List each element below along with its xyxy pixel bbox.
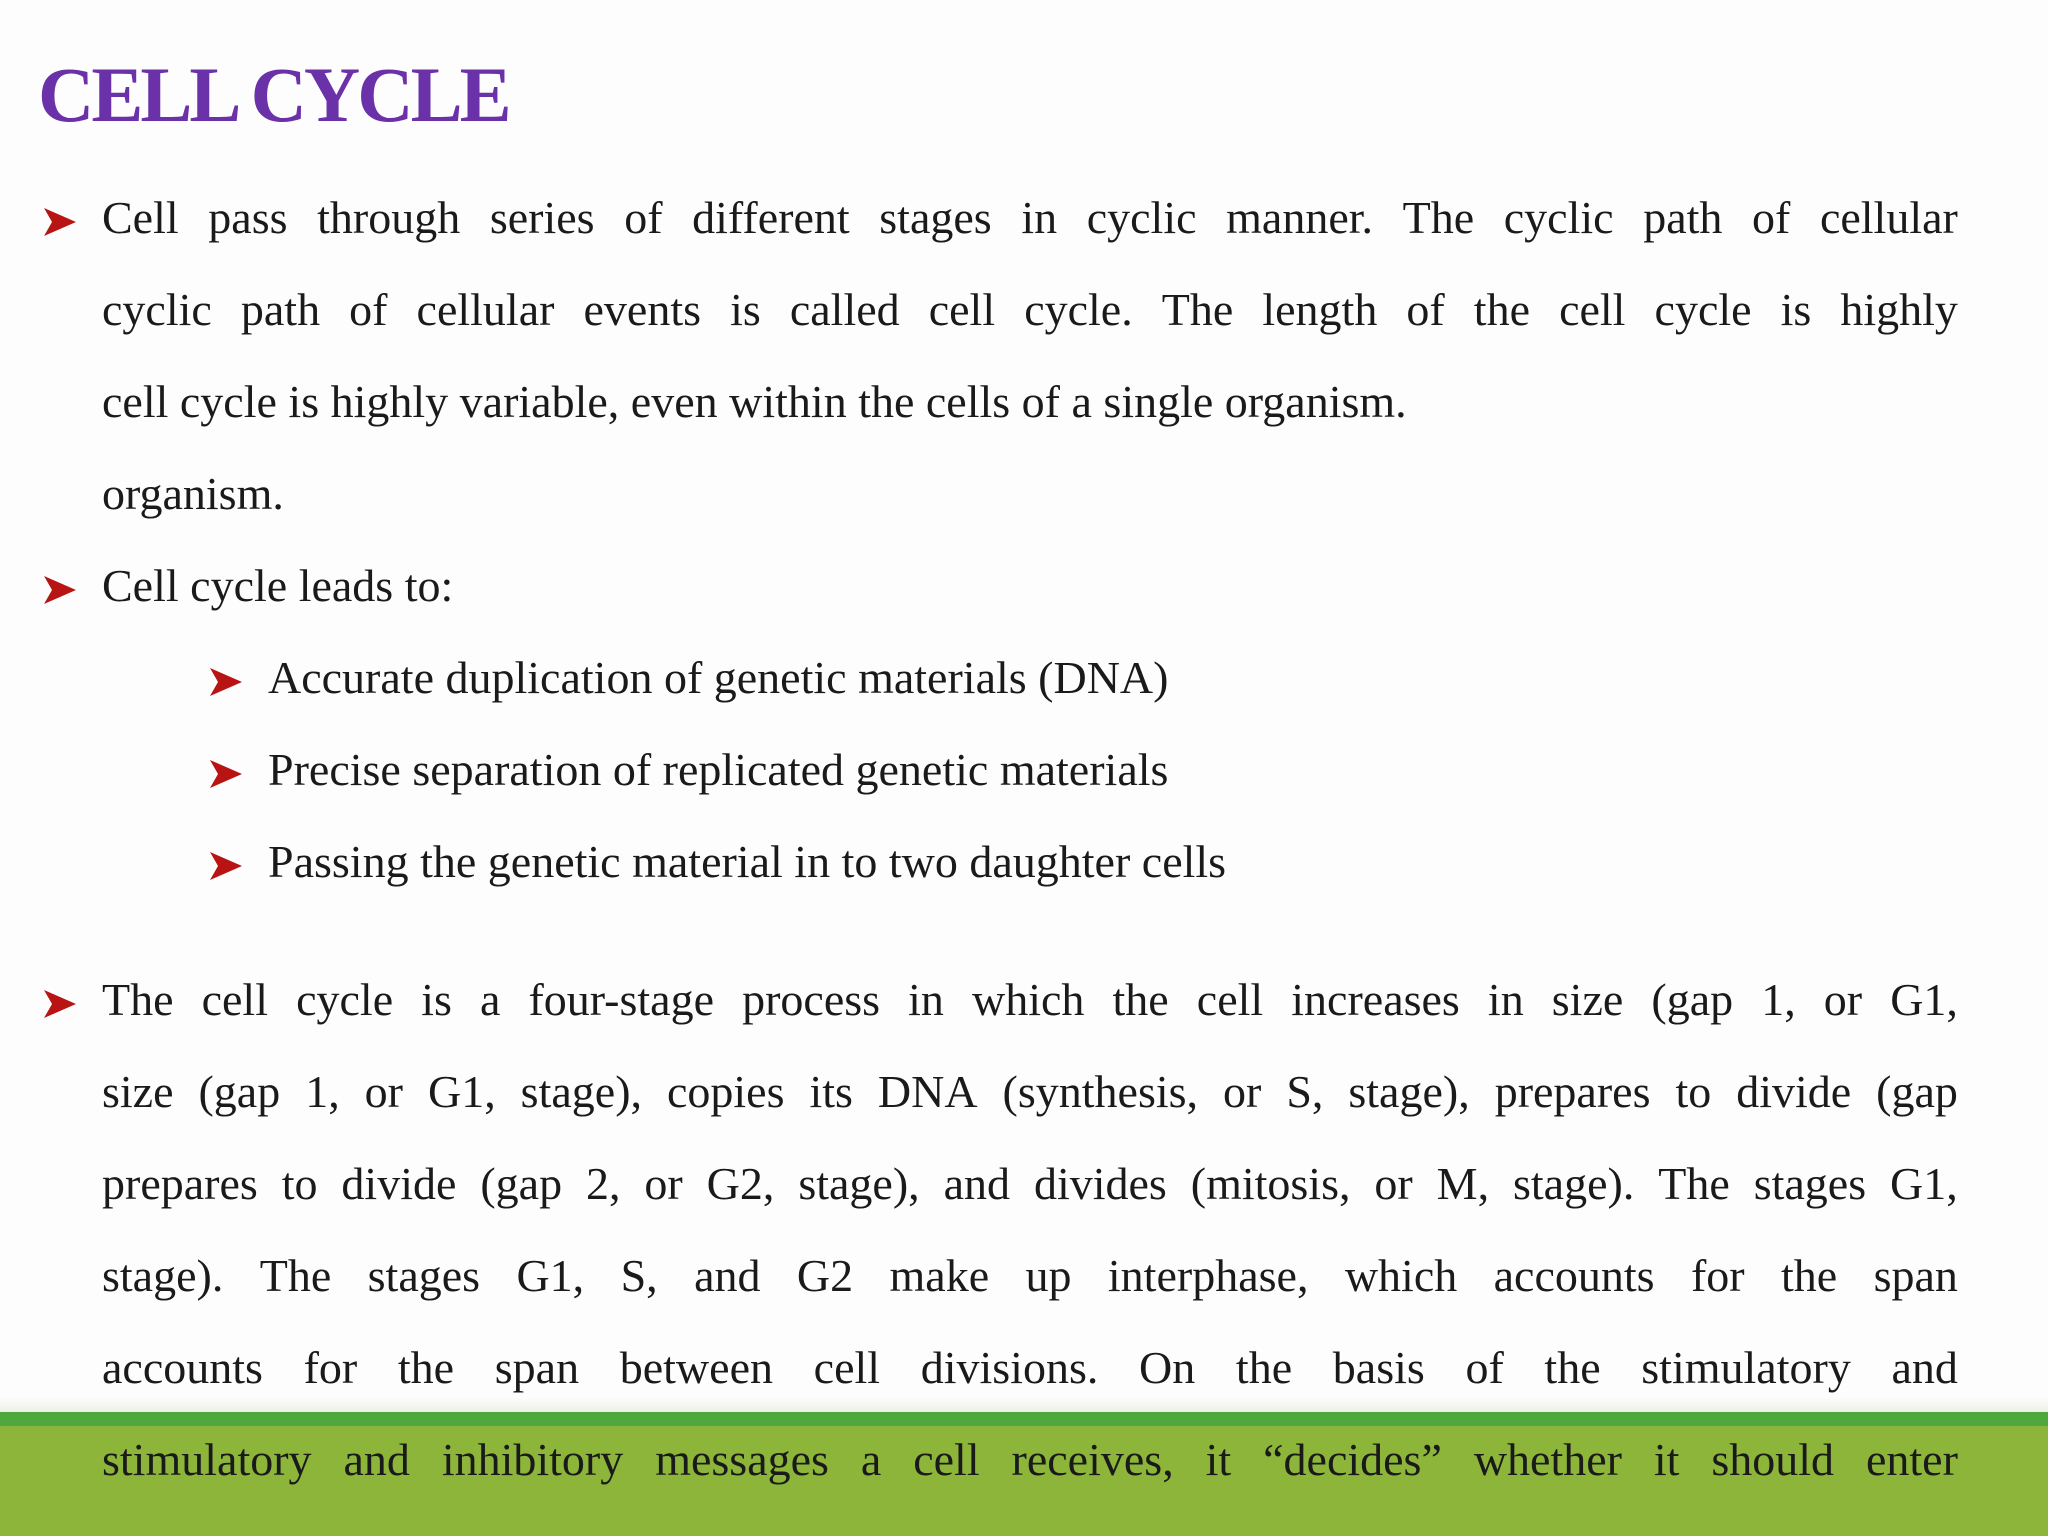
para2-item-3: Passing the genetic material in to two daughter cells xyxy=(268,836,1227,887)
para3-line-6 xyxy=(102,1434,1958,1485)
word: of xyxy=(1406,284,1445,335)
word: a xyxy=(479,974,501,1025)
word: divisions. xyxy=(920,1342,1099,1393)
word: G2, xyxy=(706,1158,775,1209)
word: or xyxy=(644,1158,683,1209)
word: cell xyxy=(1559,284,1626,335)
word: size xyxy=(1551,974,1624,1025)
word: pass xyxy=(208,192,288,243)
word: stimulatory xyxy=(1641,1342,1851,1393)
word: manner. xyxy=(1226,192,1374,243)
word: DNA xyxy=(877,1066,978,1117)
para2-lead: Cell cycle leads to: xyxy=(102,560,454,611)
word: its xyxy=(809,1066,853,1117)
word: (gap xyxy=(198,1066,281,1117)
para2-item-2: Precise separation of replicated genetic materials xyxy=(268,744,1169,795)
word: of xyxy=(1465,1342,1504,1393)
word: cell xyxy=(1196,974,1264,1025)
word: to xyxy=(1675,1066,1712,1117)
word: The xyxy=(259,1250,332,1301)
word: different xyxy=(692,192,850,243)
word: and xyxy=(343,1434,410,1485)
word: is xyxy=(730,284,761,335)
word: the xyxy=(1112,974,1169,1025)
para3-line-3 xyxy=(102,1158,1958,1209)
word: (synthesis, xyxy=(1002,1066,1199,1117)
para3-line-2 xyxy=(102,1066,1958,1117)
word: copies xyxy=(666,1066,785,1117)
arrow-bullet-icon xyxy=(40,202,80,242)
word: called xyxy=(789,284,900,335)
word: and xyxy=(1891,1342,1958,1393)
para1-line-1 xyxy=(102,192,1958,243)
word: stages xyxy=(367,1250,481,1301)
word: four-stage xyxy=(528,974,715,1025)
word: Cell xyxy=(102,192,179,243)
word: cycle xyxy=(1654,284,1752,335)
arrow-bullet-icon xyxy=(206,754,246,794)
word: stages xyxy=(879,192,992,243)
word: size xyxy=(102,1066,174,1117)
slide-title: CELL CYCLE xyxy=(38,51,509,138)
word: prepares xyxy=(1494,1066,1651,1117)
word: for xyxy=(303,1342,358,1393)
arrow-bullet-icon xyxy=(206,846,246,886)
word: (gap xyxy=(1876,1066,1958,1117)
word: it xyxy=(1205,1434,1232,1485)
word: S, xyxy=(1286,1066,1324,1117)
word: for xyxy=(1690,1250,1745,1301)
word: divides xyxy=(1033,1158,1167,1209)
word: cell xyxy=(201,974,268,1025)
word: it xyxy=(1653,1434,1680,1485)
word: stimulatory xyxy=(102,1434,312,1485)
word: prepares xyxy=(102,1158,258,1209)
word: G2 xyxy=(796,1250,854,1301)
word: the xyxy=(1544,1342,1601,1393)
word: increases xyxy=(1291,974,1460,1025)
para1-line-2 xyxy=(102,284,1958,335)
word: stage). xyxy=(1513,1158,1635,1209)
word: cyclic xyxy=(1086,192,1197,243)
word: (gap xyxy=(480,1158,563,1209)
word: length xyxy=(1262,284,1378,335)
word: “decides” xyxy=(1263,1434,1442,1485)
word: cellular xyxy=(416,284,555,335)
word: 2, xyxy=(586,1158,621,1209)
word: which xyxy=(1344,1250,1458,1301)
word: M, xyxy=(1436,1158,1490,1209)
word: messages xyxy=(655,1434,829,1485)
para3-line-5 xyxy=(102,1342,1958,1393)
word: or xyxy=(1374,1158,1413,1209)
word: cell xyxy=(928,284,996,335)
word: The xyxy=(1658,1158,1730,1209)
word: basis xyxy=(1332,1342,1425,1393)
word: stages xyxy=(1753,1158,1867,1209)
word: G1, xyxy=(1890,974,1958,1025)
word: which xyxy=(972,974,1085,1025)
word: accounts xyxy=(102,1342,263,1393)
footer-fade xyxy=(0,1398,2048,1412)
word: stage). xyxy=(102,1250,224,1301)
word: in xyxy=(908,974,944,1025)
word: stage), xyxy=(520,1066,643,1117)
word: path xyxy=(240,284,321,335)
word: process xyxy=(742,974,881,1025)
word: highly xyxy=(1840,284,1958,335)
word: or xyxy=(1223,1066,1262,1117)
word: and xyxy=(694,1250,761,1301)
word: (mitosis, xyxy=(1190,1158,1351,1209)
word: S, xyxy=(620,1250,658,1301)
para3-line-4 xyxy=(102,1250,1958,1301)
word: cycle xyxy=(296,974,394,1025)
word: The xyxy=(102,974,174,1025)
word: or xyxy=(364,1066,403,1117)
para1-line-4: organism. xyxy=(102,468,284,519)
word: path xyxy=(1643,192,1723,243)
word: G1, xyxy=(1890,1158,1958,1209)
word: receives, xyxy=(1011,1434,1174,1485)
word: cyclic xyxy=(1503,192,1614,243)
word: a xyxy=(860,1434,882,1485)
word: On xyxy=(1139,1342,1196,1393)
para2-item-1: Accurate duplication of genetic materials (DNA) xyxy=(268,652,1169,703)
word: cell xyxy=(813,1342,881,1393)
word: the xyxy=(1473,284,1530,335)
word: G1, xyxy=(516,1250,585,1301)
word: or xyxy=(1823,974,1863,1025)
word: up xyxy=(1025,1250,1072,1301)
word: cell xyxy=(913,1434,980,1485)
word: series xyxy=(489,192,595,243)
word: G1, xyxy=(427,1066,496,1117)
word: interphase, xyxy=(1107,1250,1309,1301)
word: in xyxy=(1487,974,1524,1025)
word: stage), xyxy=(798,1158,920,1209)
word: to xyxy=(281,1158,318,1209)
word: should xyxy=(1711,1434,1835,1485)
word: is xyxy=(1780,284,1812,335)
word: the xyxy=(1781,1250,1838,1301)
word: cellular xyxy=(1819,192,1958,243)
word: cycle. xyxy=(1024,284,1133,335)
word: 1, xyxy=(1761,974,1796,1025)
word: inhibitory xyxy=(441,1434,624,1485)
arrow-bullet-icon xyxy=(206,662,246,702)
word: accounts xyxy=(1493,1250,1655,1301)
word: the xyxy=(397,1342,455,1393)
word: span xyxy=(1873,1250,1958,1301)
word: of xyxy=(349,284,388,335)
word: The xyxy=(1161,284,1234,335)
word: divide xyxy=(1736,1066,1852,1117)
para3-line-1 xyxy=(102,974,1958,1025)
word: the xyxy=(1235,1342,1293,1393)
word: (gap xyxy=(1651,974,1734,1025)
arrow-bullet-icon xyxy=(40,570,80,610)
word: whether xyxy=(1473,1434,1622,1485)
word: between xyxy=(619,1342,773,1393)
word: is xyxy=(421,974,452,1025)
word: through xyxy=(317,192,461,243)
word: 1, xyxy=(305,1066,340,1117)
footer-rule xyxy=(0,1412,2048,1426)
word: events xyxy=(583,284,702,335)
word: make xyxy=(889,1250,990,1301)
arrow-bullet-icon xyxy=(40,984,80,1024)
word: of xyxy=(624,192,663,243)
word: span xyxy=(494,1342,580,1393)
word: in xyxy=(1021,192,1058,243)
word: cyclic xyxy=(102,284,212,335)
para1-line-3: cell cycle is highly variable, even within the cells of a single organism. xyxy=(102,376,1407,427)
word: enter xyxy=(1865,1434,1958,1485)
word: stage), xyxy=(1348,1066,1470,1117)
word: divide xyxy=(341,1158,457,1209)
word: and xyxy=(943,1158,1011,1209)
word: The xyxy=(1402,192,1475,243)
word: of xyxy=(1752,192,1791,243)
